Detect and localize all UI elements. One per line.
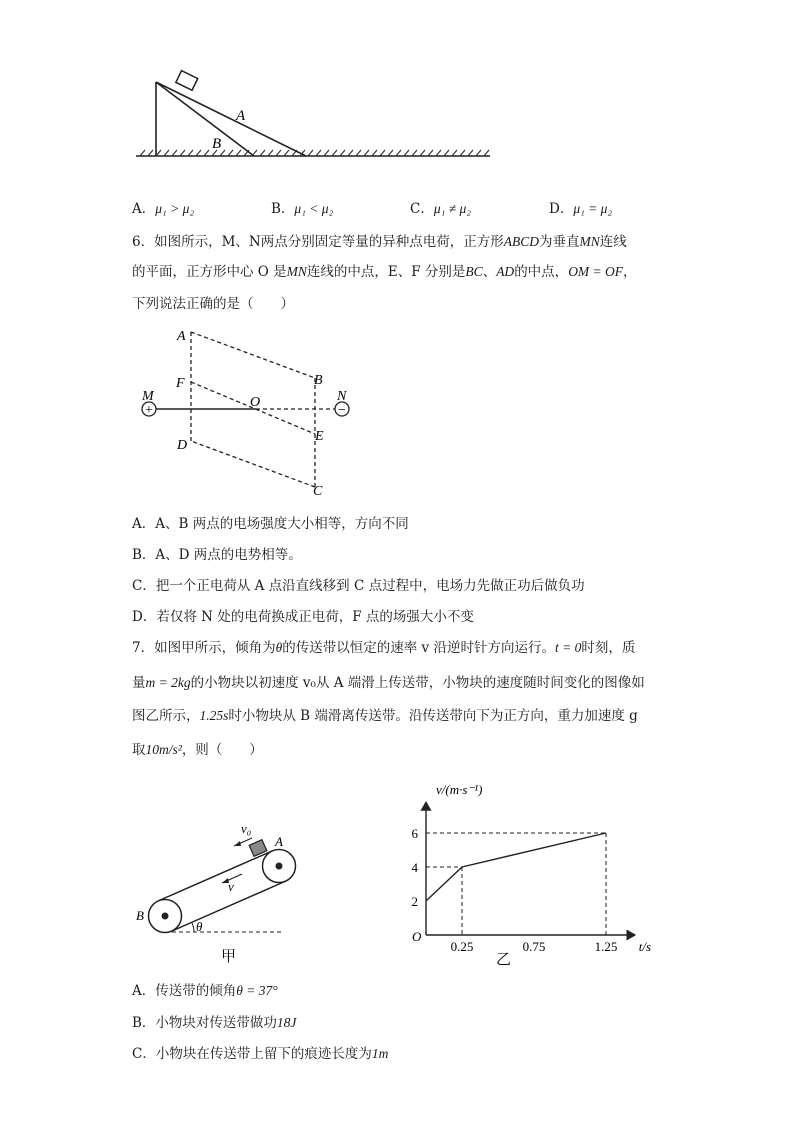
hatch-mark [308, 150, 313, 156]
caption-jia: 甲 [221, 949, 237, 965]
hatch-mark [484, 150, 489, 156]
hatch-mark [324, 150, 329, 156]
guide-lines [426, 833, 606, 935]
label-a: A [177, 329, 186, 344]
hatch-mark [140, 150, 145, 156]
series-line [426, 833, 606, 901]
label-d: D [177, 438, 188, 453]
hatch-mark [332, 150, 337, 156]
label-c: C [313, 484, 323, 499]
hatch-mark [404, 150, 409, 156]
hatch-mark [236, 150, 241, 156]
q7-option-b[interactable]: B．小物块对传送带做功18J [132, 1015, 297, 1031]
x-axis-label: t/s [638, 939, 652, 954]
q6-stem-line-1: 6．如图所示，M、N两点分别固定等量的异种点电荷，正方形ABCD为垂直MN连线 [132, 234, 627, 250]
q7-stem-line-4: 取10m/s²，则（ ） [132, 742, 263, 758]
pulley-a-axle [276, 863, 283, 870]
edge-cd [191, 441, 315, 487]
hatch-mark [388, 150, 393, 156]
hatch-mark [276, 150, 281, 156]
hatch-mark [476, 150, 481, 156]
hatch-mark [444, 150, 449, 156]
x-tick-label: 1.25 [594, 939, 618, 954]
label-b: B [314, 373, 323, 388]
incline-figure [130, 68, 500, 168]
incline-a [156, 82, 306, 156]
hatch-mark [436, 150, 441, 156]
hatch-mark [348, 150, 353, 156]
square-figure [132, 322, 362, 498]
label-e: E [315, 429, 324, 444]
hatch-mark [148, 150, 153, 156]
x-tick-label: 0.75 [522, 939, 546, 954]
q7-option-c[interactable]: C．小物块在传送带上留下的痕迹长度为1m [132, 1046, 389, 1062]
hatch-mark [460, 150, 465, 156]
label-a: A [275, 834, 283, 849]
q6-stem-line-3: 下列说法正确的是（ ） [132, 296, 294, 312]
hatch-mark [204, 150, 209, 156]
hatch-mark [228, 150, 233, 156]
y-axis-label: v/(m·s⁻¹) [436, 782, 483, 797]
label-b: B [212, 136, 222, 152]
hatch-mark [260, 150, 265, 156]
origin-label: O [412, 929, 422, 944]
label-v: v [228, 879, 234, 894]
label-o: O [250, 395, 261, 410]
charge-n-sign: − [338, 403, 346, 418]
q5-option-d[interactable]: D．μ₁ = μ₂ [549, 201, 613, 217]
belt-upper-edge [158, 851, 272, 901]
q6-option-d[interactable]: D．若仅将 N 处的电荷换成正电荷，F 点的场强大小不变 [132, 609, 474, 625]
q7-stem-line-3: 图乙所示，1.25s时小物块从 B 端滑离传送带。沿传送带向下为正方向，重力加速度 g [132, 708, 638, 724]
hatch-mark [372, 150, 377, 156]
hatch-mark [180, 150, 185, 156]
q5-option-c[interactable]: C．μ₁ ≠ μ₂ [410, 201, 471, 217]
q5-option-a[interactable]: A．μ₁ > μ₂ [132, 201, 195, 217]
hatch-mark [420, 150, 425, 156]
q7-stem-line-2: 量m = 2kg的小物块以初速度 v₀从 A 端滑上传送带，小物块的速度随时间变化的图像如 [132, 675, 645, 691]
label-m: M [142, 389, 154, 404]
x-tick-label: 0.25 [450, 939, 474, 954]
hatch-mark [172, 150, 177, 156]
q6-option-c[interactable]: C．把一个正电荷从 A 点沿直线移到 C 点过程中，电场力先做正功后做负功 [132, 578, 585, 594]
v0-arrow-head [234, 841, 241, 846]
hatch-mark [428, 150, 433, 156]
hatch-mark [364, 150, 369, 156]
q6-option-a[interactable]: A．A、B 两点的电场强度大小相等，方向不同 [132, 516, 409, 532]
label-v0: v₀ [241, 821, 252, 836]
belt-figure [130, 815, 305, 965]
y-tick-label: 6 [411, 826, 418, 841]
caption-yi: 乙 [496, 952, 512, 968]
hatch-mark [284, 150, 289, 156]
hatch-mark [468, 150, 473, 156]
ground-hatching [140, 150, 489, 156]
label-a: A [236, 108, 246, 124]
q7-stem-line-1: 7．如图甲所示，倾角为θ的传送带以恒定的速率 v 沿逆时针方向运行。t = 0时刻，质 [132, 640, 636, 656]
block [176, 71, 198, 91]
hatch-mark [316, 150, 321, 156]
y-tick-label: 2 [411, 894, 418, 909]
hatch-mark [188, 150, 193, 156]
q7-option-a[interactable]: A．传送带的倾角θ = 37° [132, 983, 278, 999]
hatch-mark [396, 150, 401, 156]
pulley-b-axle [162, 913, 169, 920]
q5-option-b[interactable]: B．μ₁ < μ₂ [271, 201, 334, 217]
hatch-mark [412, 150, 417, 156]
charge-m-sign: + [145, 403, 153, 418]
label-n: N [337, 389, 347, 404]
hatch-mark [196, 150, 201, 156]
y-tick-label: 4 [411, 860, 418, 875]
q6-option-b[interactable]: B．A、D 两点的电势相等。 [132, 547, 302, 563]
edge-ab [191, 332, 315, 378]
label-f: F [176, 376, 185, 391]
hatch-mark [340, 150, 345, 156]
hatch-mark [356, 150, 361, 156]
vt-chart [400, 772, 652, 968]
hatch-mark [380, 150, 385, 156]
theta-arc [192, 923, 194, 932]
q6-stem-line-2: 的平面，正方形中心 O 是MN连线的中点，E、F 分别是BC、AD的中点，OM = OF， [132, 264, 637, 280]
hatch-mark [164, 150, 169, 156]
label-theta: θ [196, 919, 203, 934]
hatch-mark [452, 150, 457, 156]
hatch-mark [268, 150, 273, 156]
label-b: B [136, 908, 144, 923]
